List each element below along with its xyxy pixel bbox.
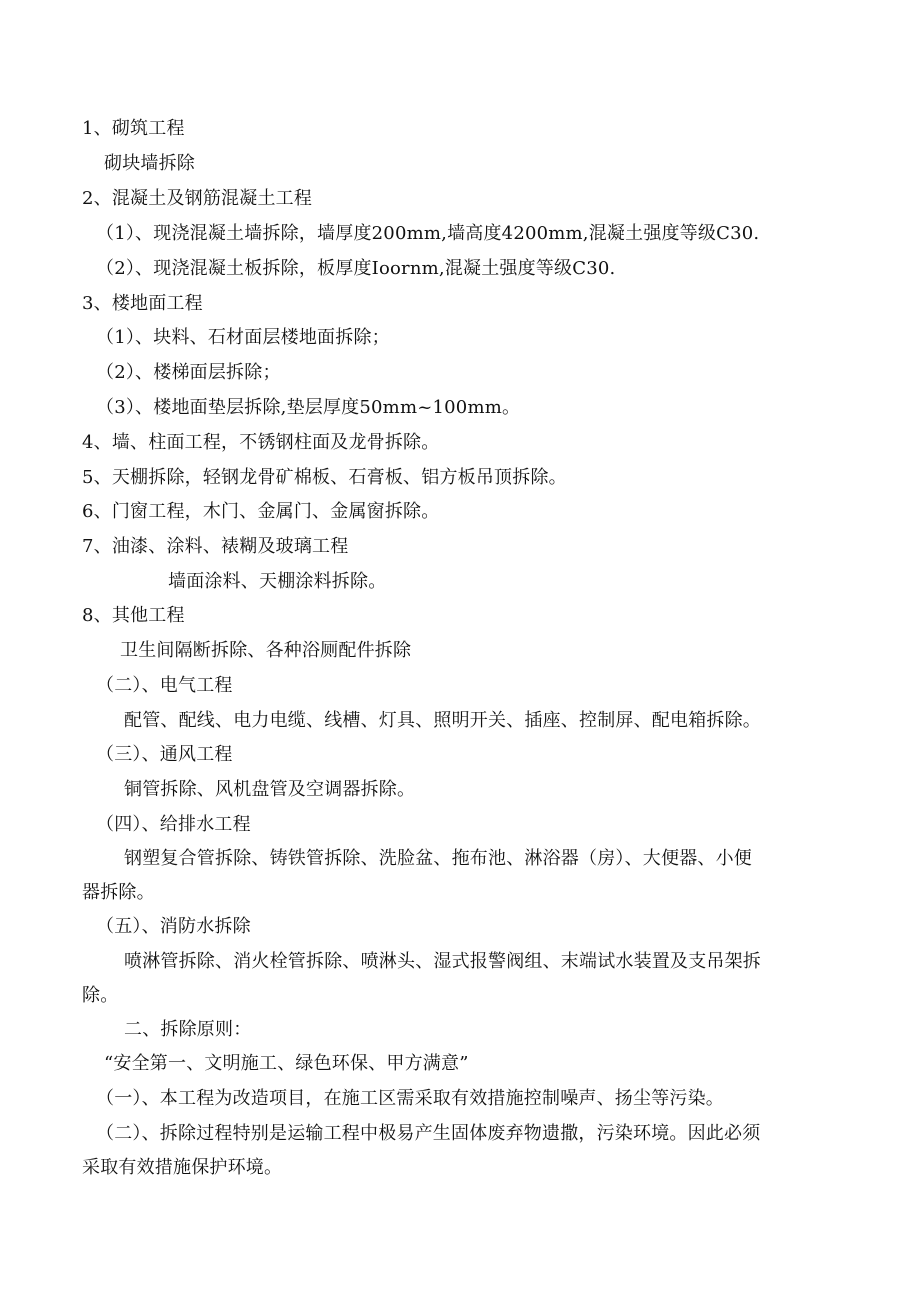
section-heading-masonry: 1、砌筑工程 — [82, 118, 185, 139]
section-heading-plumbing: （四）、给排水工程 — [96, 814, 251, 835]
section-heading-other: 8、其他工程 — [82, 605, 185, 626]
electrical-item: 配管、配线、电力电缆、线槽、灯具、照明开关、插座、控制屏、配电箱拆除。 — [124, 710, 761, 731]
concrete-item-2: （2）、现浇混凝土板拆除，板厚度Ioornm,混凝土强度等级C30. — [96, 258, 616, 279]
floor-item-3: （3）、楼地面垫层拆除,垫层厚度50mm~100mm。 — [96, 397, 521, 418]
section-heading-fire-water: （五）、消防水拆除 — [96, 916, 251, 937]
paint-item: 墙面涂料、天棚涂料拆除。 — [168, 571, 387, 592]
principle-item-1: （一）、本工程为改造项目，在施工区需采取有效措施控制噪声、扬尘等污染。 — [96, 1088, 724, 1109]
principles-slogan: “安全第一、文明施工、绿色环保、甲方满意” — [104, 1053, 469, 1074]
floor-item-1: （1）、块料、石材面层楼地面拆除； — [96, 327, 390, 348]
fire-water-item-line-2: 除。 — [82, 985, 119, 1006]
section-heading-ventilation: （三）、通风工程 — [96, 744, 233, 765]
plumbing-item-line-1: 钢塑复合管拆除、铸铁管拆除、洗脸盆、拖布池、淋浴器（房）、大便器、小便 — [124, 848, 752, 869]
section-heading-concrete: 2、混凝土及钢筋混凝土工程 — [82, 188, 313, 209]
section-heading-doors-windows: 6、门窗工程，木门、金属门、金属窗拆除。 — [82, 501, 440, 522]
fire-water-item-line-1: 喷淋管拆除、消火栓管拆除、喷淋头、湿式报警阀组、末端试水装置及支吊架拆 — [124, 951, 761, 972]
section-heading-wall-column: 4、墙、柱面工程，不锈钢柱面及龙骨拆除。 — [82, 432, 440, 453]
section-heading-electrical: （二）、电气工程 — [96, 675, 233, 696]
other-item: 卫生间隔断拆除、各种浴厕配件拆除 — [120, 640, 412, 661]
floor-item-2: （2）、楼梯面层拆除； — [96, 362, 281, 383]
principle-item-2-line-1: （二）、拆除过程特别是运输工程中极易产生固体废弃物遗撒，污染环境。因此必须 — [96, 1123, 761, 1144]
section-heading-floor: 3、楼地面工程 — [82, 293, 203, 314]
plumbing-item-line-2: 器拆除。 — [82, 882, 155, 903]
principle-item-2-line-2: 采取有效措施保护环境。 — [82, 1157, 283, 1178]
section-heading-paint: 7、油漆、涂料、裱糊及玻璃工程 — [82, 536, 349, 557]
concrete-item-1: （1）、现浇混凝土墙拆除，墙厚度200mm,墙高度4200mm,混凝土强度等级C30. — [96, 223, 760, 244]
ventilation-item: 铜管拆除、风机盘管及空调器拆除。 — [124, 779, 416, 800]
section-heading-principles: 二、拆除原则： — [124, 1019, 252, 1040]
section-heading-ceiling: 5、天棚拆除，轻钢龙骨矿棉板、石膏板、铝方板吊顶拆除。 — [82, 467, 567, 488]
masonry-item: 砌块墙拆除 — [104, 153, 195, 174]
